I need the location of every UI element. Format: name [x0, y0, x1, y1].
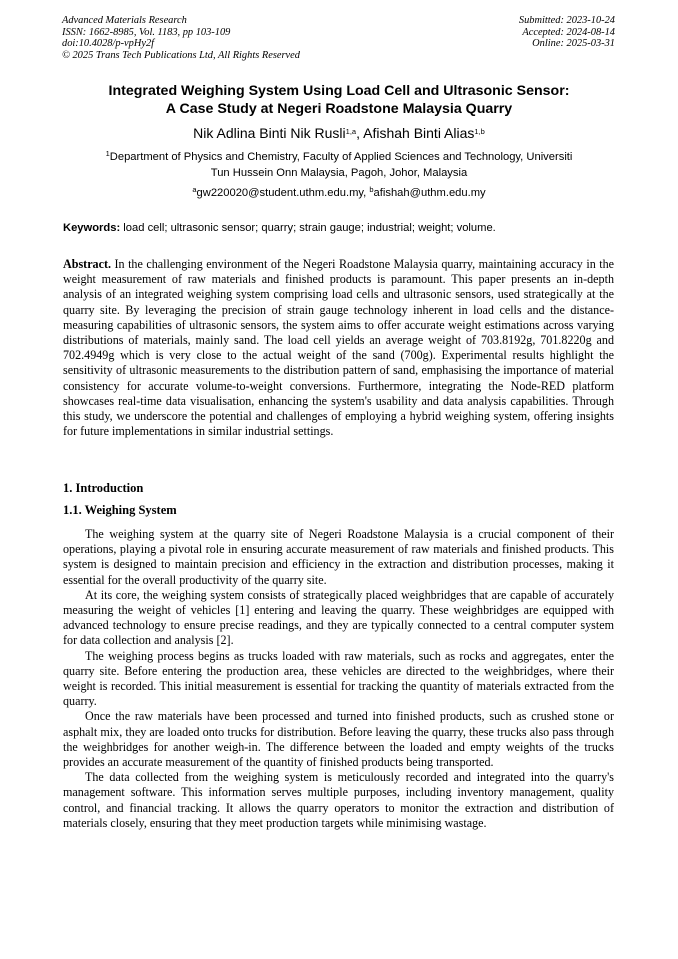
author-2-sup: 1,b: [474, 127, 485, 136]
journal-name: Advanced Materials Research: [62, 15, 187, 26]
paragraph-3: The weighing process begins as trucks loaded with raw materials, such as rocks and aggregates, enter the quarry site. Before entering the production area, these vehicles are directed to the weighbridges, where their weight is recorded. This initial measurement is essential for tracking the quantity of materials extracted from the quarry.: [63, 648, 614, 709]
subsection-heading-weighing-system: 1.1. Weighing System: [63, 503, 177, 517]
email-a: gw220020@student.uthm.edu.my: [196, 187, 364, 199]
author-list: [40, 124, 638, 142]
abstract-text: In the challenging environment of the Negeri Roadstone Malaysia quarry, maintaining accuracy in the weight measurement of raw materials and finished products is paramount. This paper presents an in-depth analysis of an integrated weighing system comprising load cells and ultrasonic sensors, used strategically at the quarry site. By leveraging the precision of strain gauge technology inherent in load cells and the distance-measuring capabilities of ultrasonic sensors, the system aims to offer accurate weight estimations across varying distributions of materials, mainly sand. The load cell yields an average weight of 703.8192g, 701.8220g and 702.4949g which is very close to the actual weight of the sand (700g). Experimental results highlight the sensitivity of ultrasonic measurements to the distribution pattern of sand, emphasising the importance of material consistency for accurate volume-to-weight conversions. Furthermore, integrating the Node-RED platform showcases real-time data visualisation, enhancing the system's usability and data analysis capabilities. Through this study, we underscore the potential and challenges of employing a hybrid weighing system, offering insights for future implementations in similar industrial settings.: [63, 257, 614, 439]
doi-line: doi:10.4028/p-vpHy2f: [62, 38, 155, 50]
email-b-sup: b: [369, 185, 374, 194]
paragraph-2: At its core, the weighing system consists of strategically placed weighbridges that are capable of accurately measuring the weight of vehicles [1] entering and leaving the quarry. These weighbridges are equipped with advanced technology to ensure precise readings, and they are typically connected to a central computer system for data collection and analysis [2].: [63, 587, 614, 648]
abstract: [63, 257, 614, 439]
affiliation-sup: 1: [105, 149, 110, 158]
affiliation-line-1: Department of Physics and Chemistry, Faculty of Applied Sciences and Technology, Universiti: [109, 151, 573, 163]
keywords-label: Keywords:: [63, 222, 121, 234]
body-text: [63, 527, 614, 831]
paragraph-5: The data collected from the weighing system is meticulously recorded and integrated into the quarry's management software. This information serves multiple purposes, including inventory management, quality control, and financial tracking. It allows the quarry operators to monitor the extraction and distribution of materials closely, ensuring that they meet production targets while minimising wastage.: [63, 770, 614, 830]
email-a-sup: a: [192, 185, 197, 194]
title-line-1: Integrated Weighing System Using Load Cell and Ultrasonic Sensor:: [108, 83, 570, 99]
author-1-sup: 1,a: [345, 127, 357, 136]
online-date: Online: 2025-03-31: [532, 38, 615, 50]
submitted-date: Submitted: 2023-10-24: [518, 15, 615, 26]
keywords: [63, 221, 616, 235]
author-2: Afishah Binti Alias: [363, 125, 475, 141]
email-separator: ,: [363, 187, 370, 199]
accepted-date: Accepted: 2024-08-14: [522, 26, 615, 38]
abstract-label: Abstract.: [63, 257, 112, 271]
paragraph-1: The weighing system at the quarry site of Negeri Roadstone Malaysia is a crucial component of their operations, playing a pivotal role in ensuring accurate measurement of raw materials and finished products. This system is designed to maintain precision and efficiency in the extraction and distribution processes, making it essential for the overall productivity of the quarry site.: [63, 527, 614, 587]
journal-info: [62, 15, 300, 61]
author-separator: ,: [356, 125, 364, 141]
section-heading-introduction: 1. Introduction: [63, 481, 144, 495]
affiliation: [50, 150, 628, 181]
email-b: afishah@uthm.edu.my: [373, 187, 486, 199]
title-line-2: A Case Study at Negeri Roadstone Malaysia Quarry: [165, 101, 513, 117]
submission-dates: [519, 15, 615, 50]
author-emails: [50, 186, 628, 200]
paper-title: [40, 82, 638, 118]
paragraph-4: Once the raw materials have been processed and turned into finished products, such as crushed stone or asphalt mix, they are loaded onto trucks for distribution. Before leaving the quarry, these trucks also pass through the weighbridges for another weigh-in. The difference between the loaded and empty weights of the trucks provides an accurate measurement of the quantity of finished products being transported.: [63, 709, 614, 770]
author-1: Nik Adlina Binti Nik Rusli: [193, 125, 346, 141]
affiliation-line-2: Tun Hussein Onn Malaysia, Pagoh, Johor, Malaysia: [210, 166, 468, 179]
keywords-text: load cell; ultrasonic sensor; quarry; strain gauge; industrial; weight; volume.: [120, 222, 496, 234]
copyright-line: © 2025 Trans Tech Publications Ltd, All Rights Reserved: [62, 49, 300, 61]
issn-line: ISSN: 1662-8985, Vol. 1183, pp 103-109: [62, 26, 231, 38]
